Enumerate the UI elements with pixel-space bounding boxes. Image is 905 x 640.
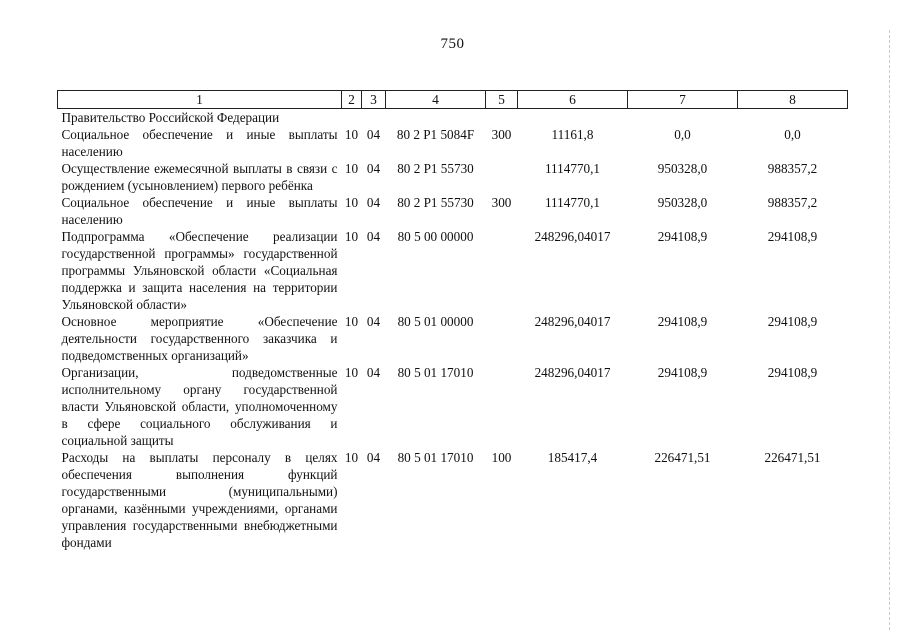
cell-subsection: 04 (366, 195, 381, 210)
cell-section: 10 (344, 161, 359, 176)
cell-target-code: 80 2 P1 55730 (397, 195, 474, 210)
cell-amount-6: 11161,8 (551, 127, 594, 142)
table-row (58, 126, 848, 160)
column-header: 5 (486, 91, 518, 109)
column-header: 4 (386, 91, 486, 109)
column-number-row (58, 91, 848, 109)
cell-expense-type (486, 228, 518, 313)
row-name: Подпрограмма «Обеспечение реализации государственной программы» государственной программы Ульяновской области «Социальная поддержка и защита населения на территории Ульяновской области» (61, 229, 338, 312)
column-header: 3 (362, 91, 386, 109)
cell-amount-7: 226471,51 (654, 450, 711, 465)
cell-subsection: 04 (366, 161, 381, 176)
cell-amount-8 (738, 109, 848, 127)
cell-section: 10 (344, 314, 359, 329)
cell-subsection: 04 (366, 229, 381, 244)
table-row (58, 160, 848, 194)
cell-amount-8: 988357,2 (767, 161, 818, 176)
cell-subsection: 04 (366, 314, 381, 329)
cell-amount-7: 0,0 (674, 127, 691, 142)
table-row (58, 109, 848, 127)
cell-amount-8: 988357,2 (767, 195, 818, 210)
cell-expense-type (486, 364, 518, 449)
row-name: Основное мероприятие «Обеспечение деятельности государственного заказчика и подведомственных организаций» (61, 314, 338, 363)
cell-amount-7: 294108,9 (657, 229, 708, 244)
cell-subsection: 04 (366, 365, 381, 380)
cell-amount-7: 950328,0 (657, 195, 708, 210)
cell-amount-6: 248296,04017 (534, 229, 611, 244)
row-name: Осуществление ежемесячной выплаты в связи с рождением (усыновлением) первого ребёнка (61, 161, 338, 193)
row-name: Социальное обеспечение и иные выплаты населению (61, 195, 338, 227)
table-row (58, 313, 848, 364)
cell-section: 10 (344, 195, 359, 210)
column-header: 6 (518, 91, 628, 109)
column-header: 1 (58, 91, 342, 109)
cell-target-code: 80 5 01 17010 (397, 450, 474, 465)
cell-amount-6: 1114770,1 (544, 195, 601, 210)
column-header: 2 (342, 91, 362, 109)
cell-amount-6 (518, 109, 628, 127)
table-row (58, 449, 848, 551)
cell-target-code: 80 5 00 00000 (397, 229, 474, 244)
cell-expense-type (486, 160, 518, 194)
cell-target-code: 80 5 01 00000 (397, 314, 474, 329)
cell-subsection: 04 (366, 450, 381, 465)
cell-amount-8: 0,0 (784, 127, 801, 142)
cell-expense-type: 300 (491, 195, 512, 210)
cell-subsection: 04 (366, 127, 381, 142)
cell-target-code: 80 2 P1 55730 (397, 161, 474, 176)
cell-expense-type (486, 313, 518, 364)
row-name: Правительство Российской Федерации (61, 110, 280, 125)
cell-expense-type: 100 (491, 450, 512, 465)
budget-table (57, 90, 848, 551)
row-name: Социальное обеспечение и иные выплаты населению (61, 127, 338, 159)
row-name: Расходы на выплаты персоналу в целях обеспечения выполнения функций государственными (муниципальными) органами, казёнными учреждениями, органами управления государственными внебюджетными фондами (61, 450, 338, 550)
cell-expense-type (486, 109, 518, 127)
row-name: Организации, подведомственные исполнительному органу государственной власти Ульяновской области, уполномоченному в сфере социального обслуживания и социальной защиты (61, 365, 338, 448)
cell-amount-7 (628, 109, 738, 127)
cell-amount-7: 294108,9 (657, 365, 708, 380)
cell-amount-6: 248296,04017 (534, 314, 611, 329)
page-number: 750 (440, 36, 465, 52)
cell-amount-8: 294108,9 (767, 365, 818, 380)
cell-amount-7: 950328,0 (657, 161, 708, 176)
cell-section: 10 (344, 127, 359, 142)
cell-amount-6: 185417,4 (547, 450, 598, 465)
cell-amount-8: 226471,51 (764, 450, 821, 465)
cell-expense-type: 300 (491, 127, 512, 142)
cell-section (342, 109, 362, 127)
cell-amount-6: 1114770,1 (544, 161, 601, 176)
table-row (58, 228, 848, 313)
cell-amount-6: 248296,04017 (534, 365, 611, 380)
cell-target-code (386, 109, 486, 127)
cell-amount-8: 294108,9 (767, 229, 818, 244)
scan-edge-line (889, 30, 890, 630)
cell-amount-8: 294108,9 (767, 314, 818, 329)
cell-subsection (362, 109, 386, 127)
cell-amount-7: 294108,9 (657, 314, 708, 329)
table-row (58, 194, 848, 228)
table-row (58, 364, 848, 449)
cell-target-code: 80 5 01 17010 (397, 365, 474, 380)
cell-section: 10 (344, 229, 359, 244)
column-header: 7 (628, 91, 738, 109)
column-header: 8 (738, 91, 848, 109)
cell-section: 10 (344, 450, 359, 465)
cell-section: 10 (344, 365, 359, 380)
cell-target-code: 80 2 P1 5084F (396, 127, 475, 142)
